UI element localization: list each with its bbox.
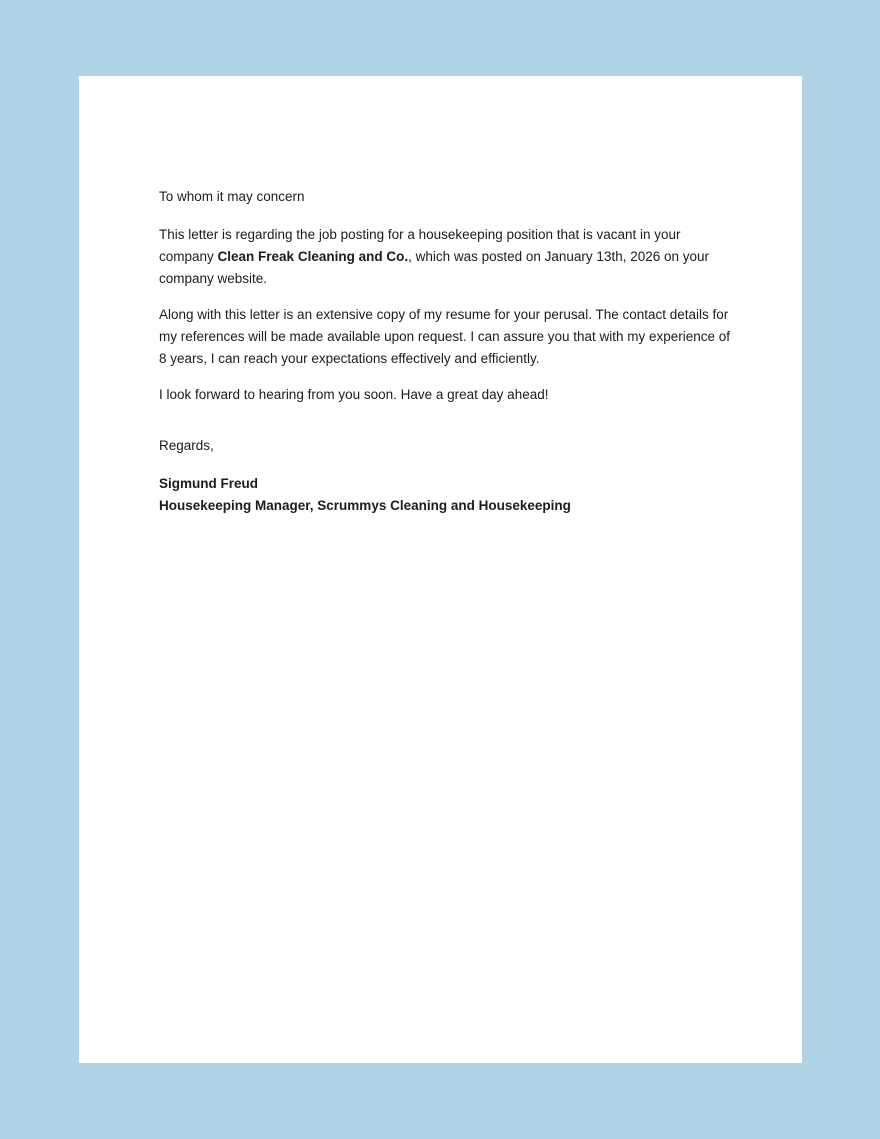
letter-page [79,76,802,1063]
company-name: Clean Freak Cleaning and Co. [217,249,409,264]
salutation: To whom it may concern [159,189,305,204]
paragraph-job-posting-start: This letter is regarding the job posting for a housekeeping position that is vacant in your company [159,227,681,264]
paragraph-closing-remark: I look forward to hearing from you soon. Have a great day ahead! [159,387,549,402]
letter-body [159,186,739,517]
signature-name: Sigmund Freud [159,476,258,491]
signature-title: Housekeeping Manager, Scrummys Cleaning and Housekeeping [159,498,571,513]
paragraph-job-posting-end: , which was posted on January 13th, 2026 on your company website. [159,249,710,286]
closing: Regards, [159,438,214,453]
paragraph-job-posting [159,224,739,290]
paragraph-resume: Along with this letter is an extensive copy of my resume for your perusal. The contact details for my references will be made available upon request. I can assure you that with my experience of 8 years, I can reach your expectations effectively and efficiently. [159,307,731,366]
